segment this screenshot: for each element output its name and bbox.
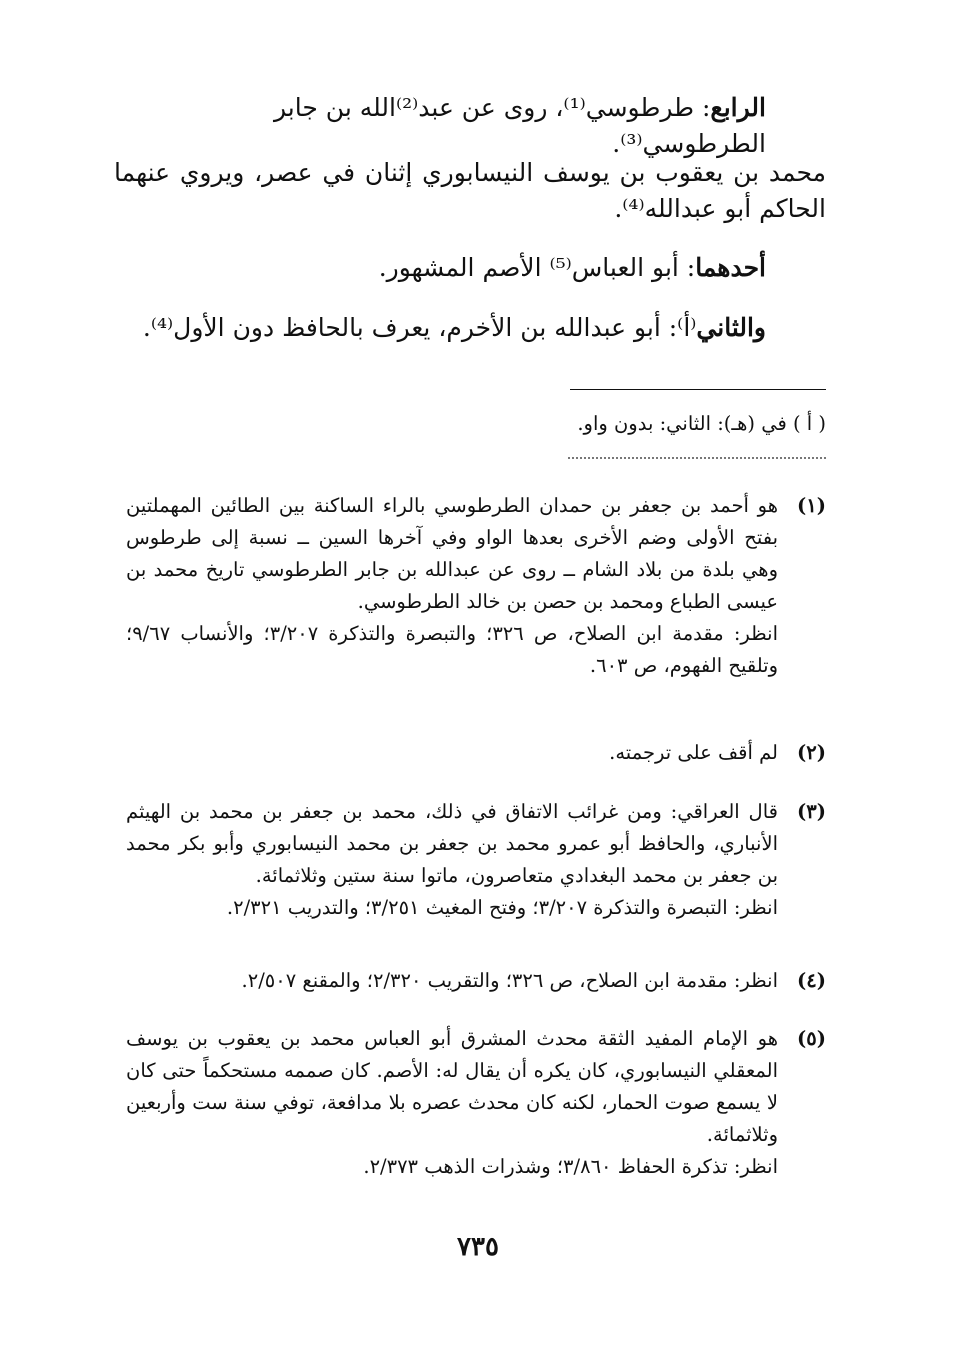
paragraph-text: محمد بن يعقوب بن يوسف النيسابوري إثنان في عصر، ويروي عنهما الحاكم أبو عبدالله⁽⁴⁾. (114, 158, 826, 223)
footnote-text: لم أقف على ترجمته. (609, 741, 778, 764)
footnote-1 (126, 490, 826, 682)
variant-note: ( أ ) في (هـ): الثاني: بدون واو. (577, 412, 826, 435)
footnote-number: (٢) (797, 741, 826, 764)
dotted-separator (568, 457, 826, 459)
main-paragraph-4 (116, 310, 766, 346)
main-paragraph-1 (116, 90, 766, 162)
footnote-text: قال العراقي: ومن غرائب الاتفاق في ذلك، محمد بن جعفر بن محمد بن الهيثم الأنباري، والحافظ أبو عمرو محمد بن جعفر بن محمد النيسابوري وأبو بكر محمد بن جعفر بن محمد البغدادي متعاصرون، ماتوا سنة ستين وثلاثمائة. (126, 800, 778, 887)
footnote-reference: انظر: تذكرة الحفاظ ٣/٨٦٠؛ وشذرات الذهب ٢/٣٧٣. (363, 1155, 778, 1178)
footnote-text: هو الإمام المفيد الثقة محدث المشرق أبو العباس محمد بن يعقوب بن يوسف المعقلي النيسابوري، كان يكره أن يقال له: الأصم. كان صممه مستحكماً حتى كان لا يسمع صوت الحمار، لكنه كان محدث عصره بلا مدافعة، توفي سنة ست وأربعين وثلاثمائة. (126, 1027, 778, 1146)
footnote-number: (٣) (797, 800, 826, 823)
footnote-reference: انظر: التبصرة والتذكرة ٣/٢٠٧؛ وفتح المغيث ٣/٢٥١؛ والتدريب ٢/٣٢١. (226, 896, 778, 919)
footnote-5 (126, 1023, 826, 1183)
footnote-number: (١) (797, 494, 826, 517)
page-number: ٧٣٥ (457, 1232, 499, 1262)
paragraph-text: : أبو العباس⁽⁵⁾ الأصم المشهور. (378, 253, 696, 282)
footnote-number: (٤) (797, 969, 826, 992)
footnote-separator (570, 389, 826, 390)
footnote-4 (126, 965, 826, 997)
paragraph-text: ⁽أ⁾: أبو عبدالله بن الأخرم، يعرف بالحافظ دون الأول⁽⁴⁾. (142, 313, 697, 342)
paragraph-text: : طرطوسي⁽¹⁾، روى عن عبد⁽²⁾الله بن جابر الطرطوسي⁽³⁾. (274, 93, 766, 158)
footnote-text: هو أحمد بن جعفر بن حمدان الطرطوسي بالراء الساكنة بين الطائين المهملتين بفتح الأولى وضم الأخرى بعدها الواو وفي آخرها السين ــ نسبة إلى طرطوس وهي بلدة من بلاد الشام ــ روى عن عبدالله بن جابر الطرطوسي تاريخ محمد بن عيسى الطباع ومحمد بن حصن بن خالد الطرطوسي. (126, 494, 778, 613)
paragraph-label: الرابع (710, 93, 766, 122)
main-paragraph-2 (114, 155, 826, 227)
footnote-reference: انظر: مقدمة ابن الصلاح، ص ٣٢٦؛ والتبصرة والتذكرة ٣/٢٠٧؛ والأنساب ٩/٦٧؛ وتلقيح الفهوم، ص ٦٠٣. (126, 622, 778, 677)
footnote-text: انظر: مقدمة ابن الصلاح، ص ٣٢٦؛ والتقريب ٢/٣٢٠؛ والمقنع ٢/٥٠٧. (241, 969, 778, 992)
paragraph-label: والثاني (696, 313, 766, 342)
main-paragraph-3 (116, 250, 766, 286)
footnote-2 (126, 737, 826, 769)
paragraph-label: أحدهما (695, 253, 766, 282)
footnote-number: (٥) (797, 1027, 826, 1050)
footnote-3 (126, 796, 826, 924)
